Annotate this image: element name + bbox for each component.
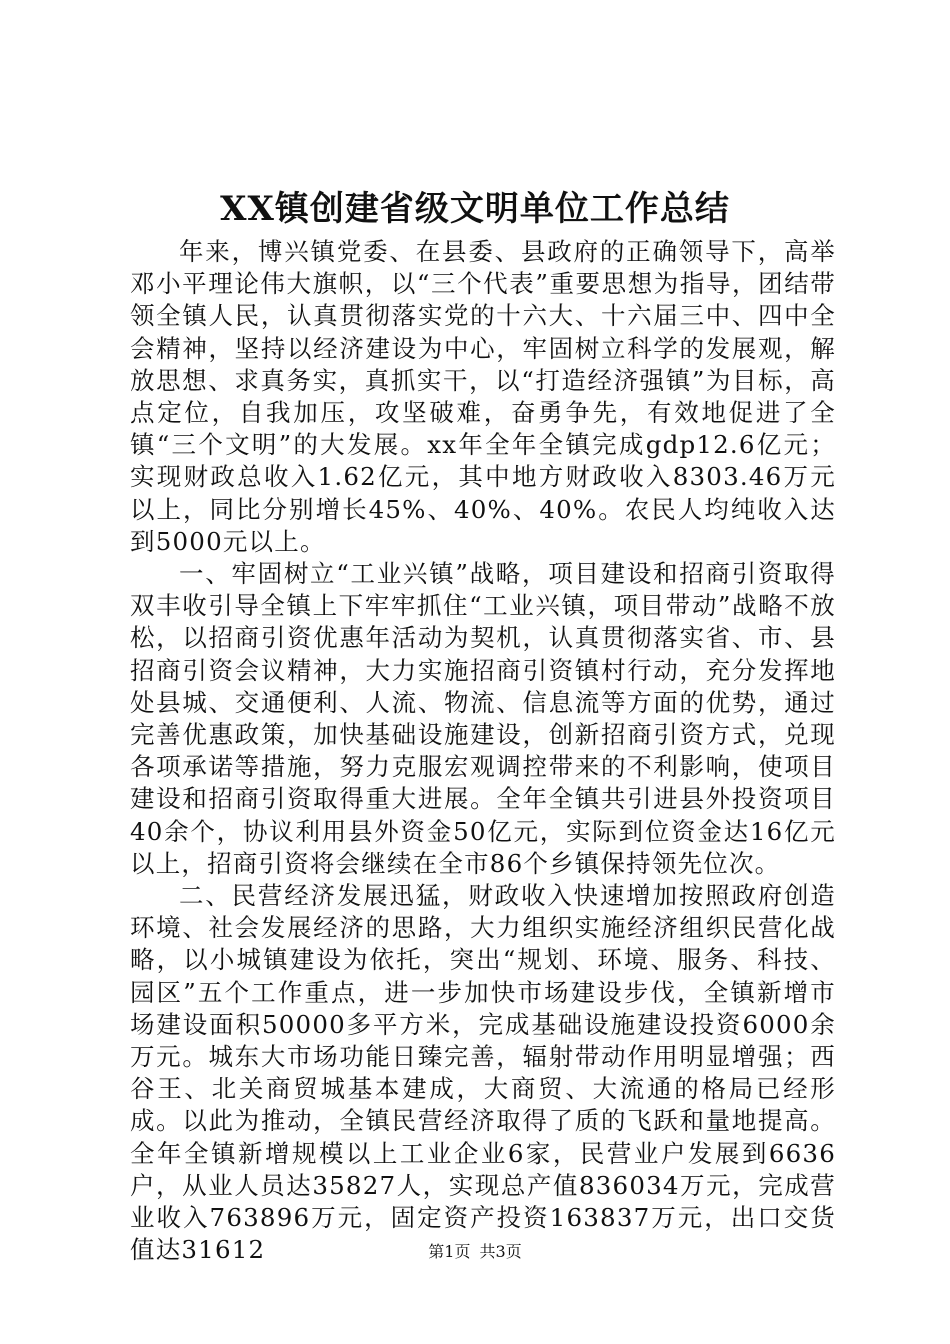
page-number: 第1页 [428, 1242, 471, 1261]
page-total: 共3页 [479, 1242, 522, 1261]
paragraph-intro: 年来，博兴镇党委、在县委、县政府的正确领导下，高举邓小平理论伟大旗帜，以“三个代表”重要思想为指导，团结带领全镇人民，认真贯彻落实党的十六大、十六届三中、四中全会精神，坚持以经济建设为中心，牢固树立科学的发展观，解放思想、求真务实，真抓实干，以“打造经济强镇”为目标，高点定位，自我加压，攻坚破难，奋勇争先，有效地促进了全镇“三个文明”的大发展。xx年全年全镇完成gdp12.6亿元；实现财政总收入1.62亿元，其中地方财政收入8303.46万元以上，同比分别增长45%、40%、40%。农民人均纯收入达到5000元以上。 [130, 237, 836, 556]
document-body [130, 236, 836, 1267]
paragraph-section-2: 二、民营经济发展迅猛，财政收入快速增加按照政府创造环境、社会发展经济的思路，大力组织实施经济组织民营化战略，以小城镇建设为依托，突出“规划、环境、服务、科技、园区”五个工作重点，进一步加快市场建设步伐，全镇新增市场建设面积50000多平方米，完成基础设施建设投资6000余万元。城东大市场功能日臻完善，辐射带动作用明显增强；西谷王、北关商贸城基本建成，大商贸、大流通的格局已经形成。以此为推动，全镇民营经济取得了质的飞跃和量地提高。全年全镇新增规模以上工业企业6家，民营业户发展到6636户，从业人员达35827人，实现总产值836034万元，完成营业收入763896万元，固定资产投资163837万元，出口交货值达31612 [130, 881, 836, 1265]
paragraph-section-1: 一、牢固树立“工业兴镇”战略，项目建设和招商引资取得双丰收引导全镇上下牢牢抓住“工业兴镇，项目带动”战略不放松，以招商引资优惠年活动为契机，认真贯彻落实省、市、县招商引资会议精神，大力实施招商引资镇村行动，充分发挥地处县城、交通便利、人流、物流、信息流等方面的优势，通过完善优惠政策，加快基础设施建设，创新招商引资方式，兑现各项承诺等措施，努力克服宏观调控带来的不利影响，使项目建设和招商引资取得重大进展。全年全镇共引进县外投资项目40余个，协议利用县外资金50亿元，实际到位资金达16亿元以上，招商引资将会继续在全市86个乡镇保持领先位次。 [130, 559, 836, 878]
document-title: XX镇创建省级文明单位工作总结 [220, 189, 730, 229]
page-footer [0, 1240, 950, 1264]
